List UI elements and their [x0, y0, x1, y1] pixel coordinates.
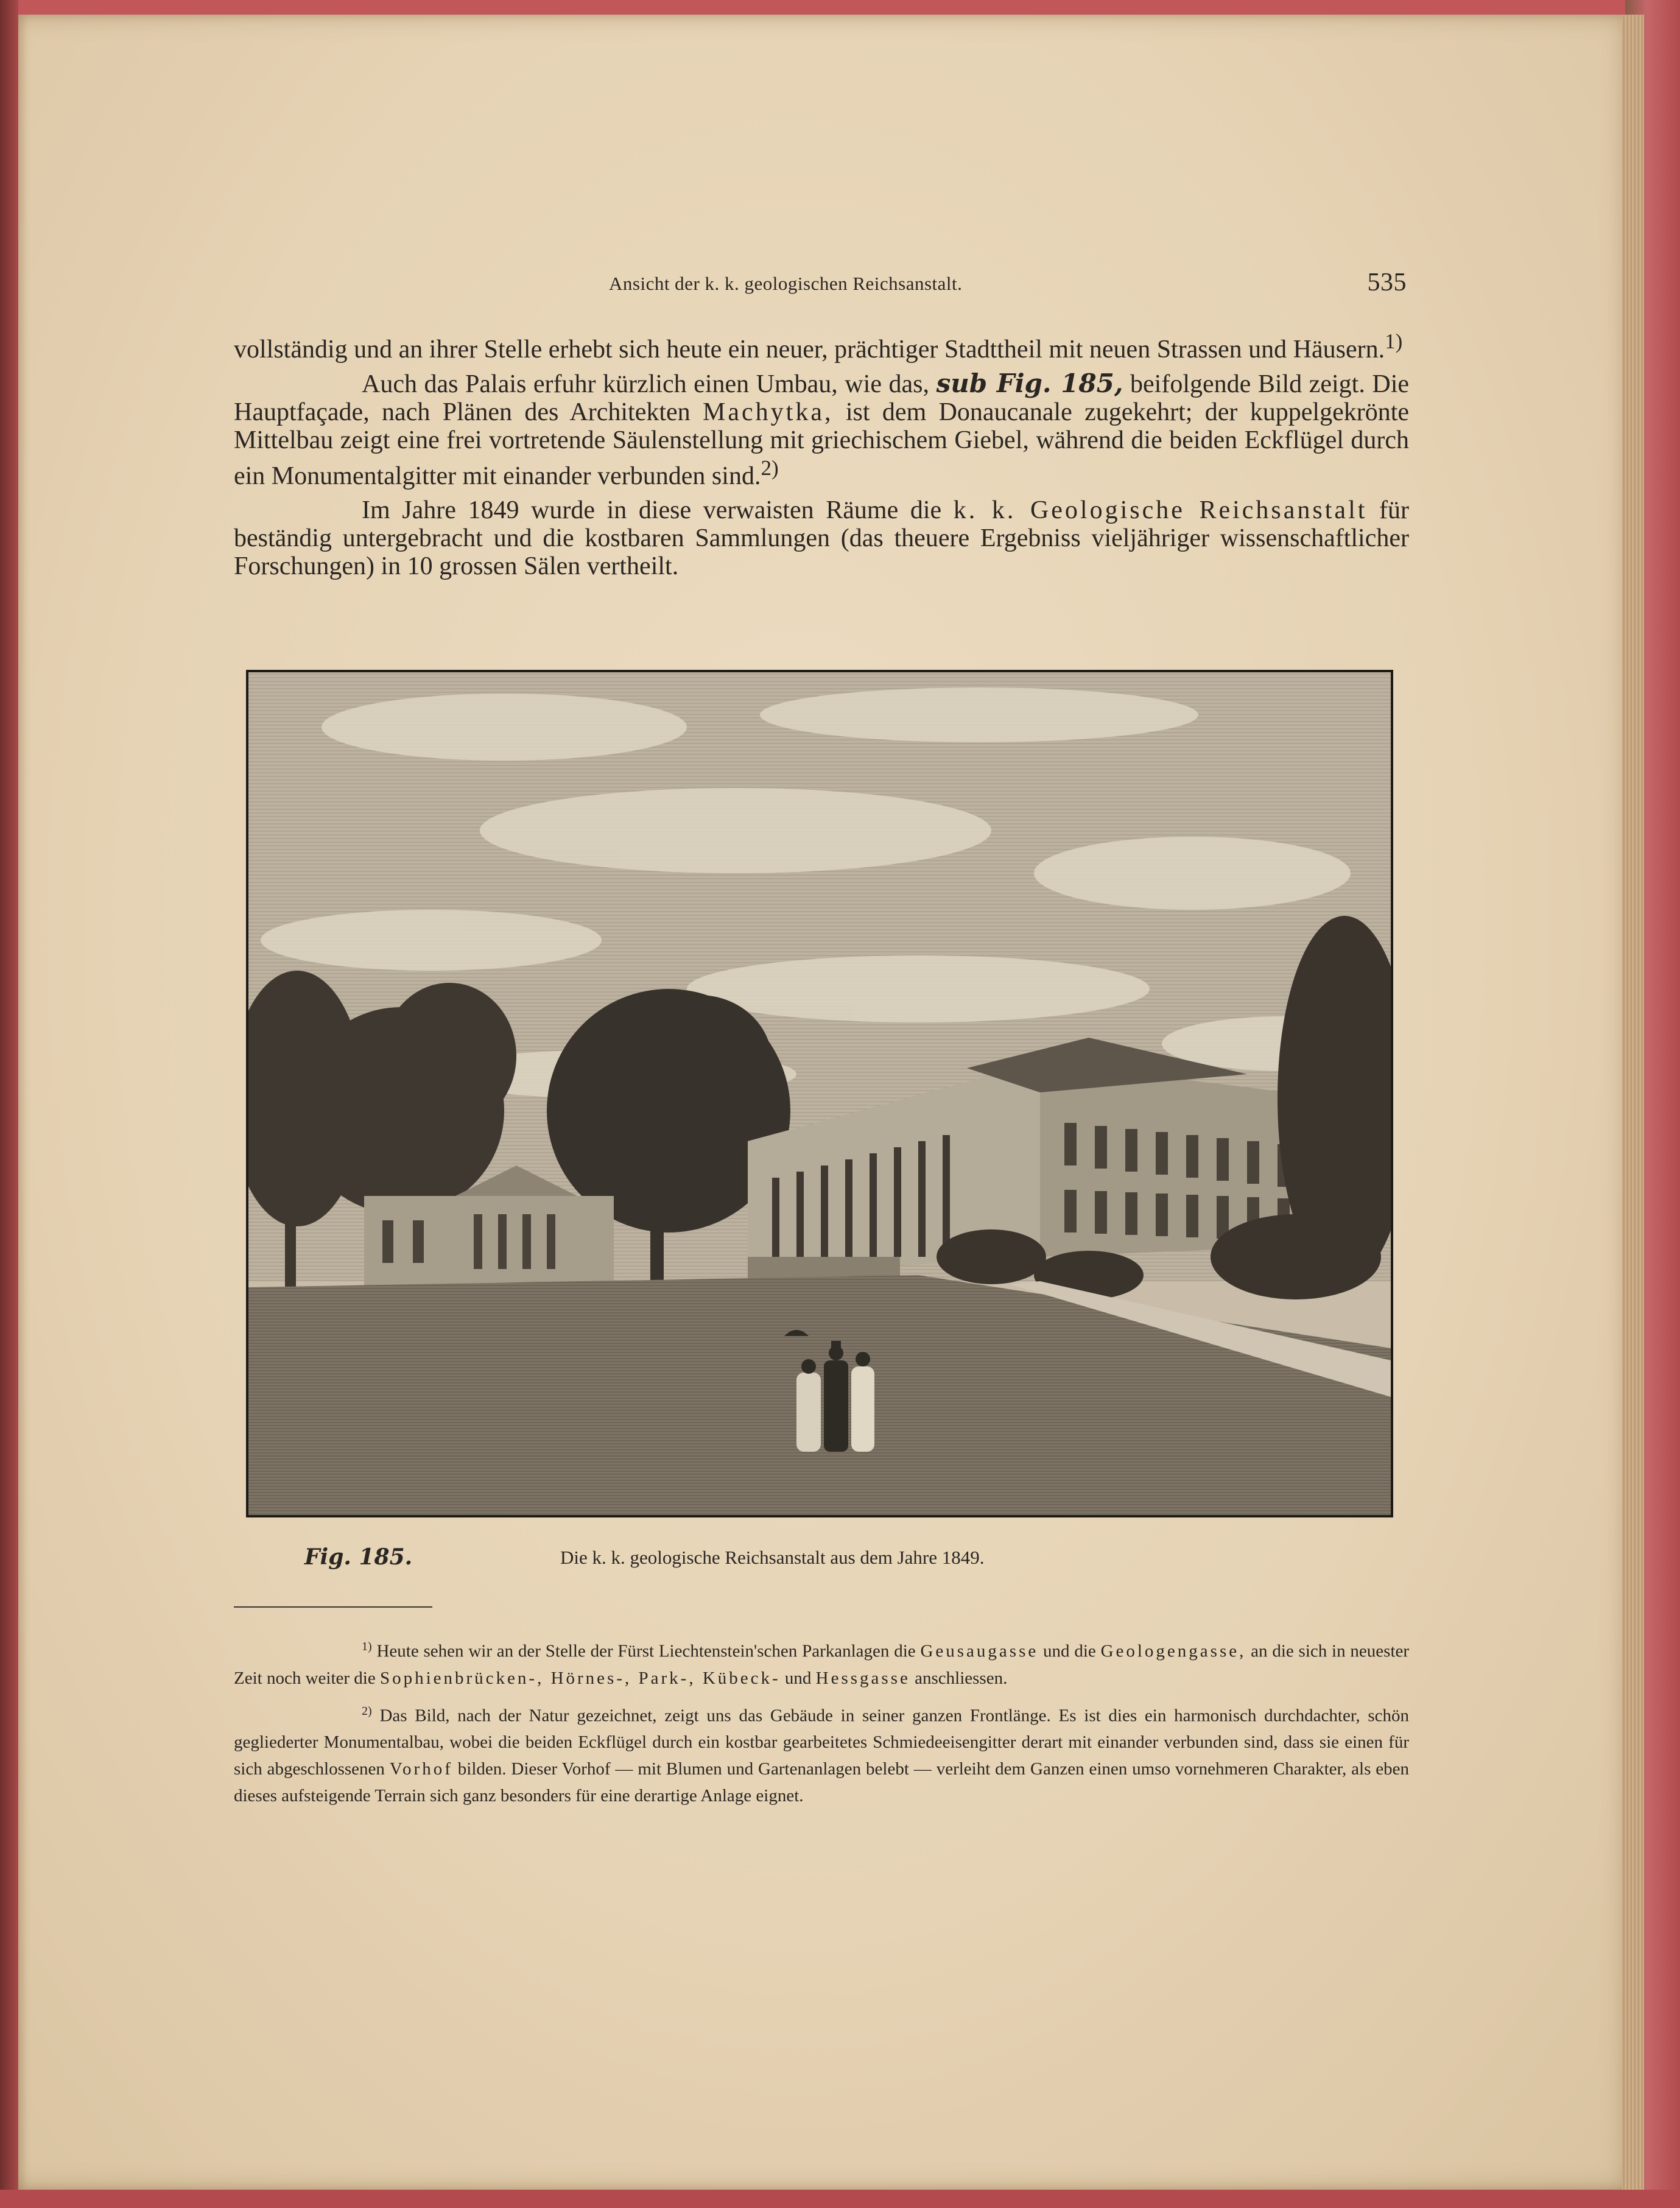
- footnote-1-part-c: an die sich in neuester Zeit noch weiter die: [234, 1641, 1410, 1688]
- page-number: 535: [1367, 269, 1407, 297]
- figure-reference: sub Fig. 185,: [936, 368, 1123, 398]
- paragraph-2-part-c: ist dem Donaucanale zugekehrt; der kuppelgekrönte Mittelbau zeigt eine frei vortretende Säulenstellung mit griechischem Giebel, während die beiden Eckflügel durch ein Monumentalgitter mit einander verbunden sind.: [234, 398, 1410, 490]
- paragraph-3-part-a: Im Jahre 1849 wurde in diese verwaisten Räume die: [362, 496, 942, 524]
- footnote-2-part-a: Das Bild, nach der Natur gezeichnet, zeigt uns das Gebäude in seiner ganzen Frontlänge. Es ist dies ein harmonisch durchdachter, schön gegliederter Monumentalbau, wobei die beiden Eckflügel durch ein kostbar gearbeitetes Schmiedeeisengitter derart mit einander verbunden sind, dass sie einen für sich abgeschlossenen: [234, 1706, 1409, 1779]
- engraving-plate: [246, 670, 1393, 1517]
- footnote-1-part-e: anschliessen.: [915, 1668, 1008, 1688]
- paragraph-3-part-b: für beständig untergebracht und die kostbaren Sammlungen (das theuere Ergebniss vieljähriger wissenschaftlicher Forschungen) in 10 grossen Sälen vertheilt.: [234, 496, 1409, 580]
- street-geologengasse: Geologengasse,: [1100, 1641, 1246, 1661]
- footnote-rule: [234, 1606, 432, 1608]
- running-title: Ansicht der k. k. geologischen Reichsanstalt.: [609, 273, 963, 294]
- street-hessgasse: Hessgasse: [815, 1668, 910, 1688]
- running-header: [591, 268, 1407, 304]
- paragraph-2-part-a: Auch das Palais erfuhr kürzlich einen Umbau, wie das,: [362, 370, 930, 398]
- footnote-1-marker: 1): [362, 1640, 372, 1653]
- binding-bottom-edge: [0, 2190, 1680, 2208]
- engraving-illustration: [248, 672, 1391, 1515]
- footnotes: [234, 1633, 1409, 1815]
- figure-label: Fig. 185.: [304, 1544, 413, 1570]
- paragraph-1-text: vollständig und an ihrer Stelle erhebt sich heute ein neuer, prächtiger Stadttheil mit neuen Strassen und Häusern.: [234, 336, 1385, 364]
- body-text: [234, 328, 1409, 586]
- architect-name: Machytka,: [703, 398, 834, 426]
- page-stack-edge: [1622, 15, 1644, 2190]
- footnote-ref-1: 1): [1385, 329, 1403, 353]
- paragraph-2-part-b: beifolgende Bild zeigt. Die Hauptfaçade, nach Plänen des Architekten: [234, 370, 1410, 426]
- figure-caption: [304, 1544, 1401, 1575]
- footnote-1-part-d: und: [784, 1668, 812, 1688]
- binding-left-edge: [0, 0, 18, 2208]
- footnote-1-part-a: Heute sehen wir an der Stelle der Fürst Liechtenstein'schen Parkanlagen die: [376, 1641, 916, 1661]
- street-list: Sophienbrücken-, Hörnes-, Park-, Kübeck-: [379, 1668, 781, 1688]
- binding-top-edge: [0, 0, 1680, 16]
- footnote-ref-2: 2): [761, 456, 779, 480]
- vorhof-term: Vorhof: [389, 1759, 453, 1779]
- footnote-2: [234, 1698, 1409, 1810]
- figure-caption-text: Die k. k. geologische Reichsanstalt aus dem Jahre 1849.: [560, 1547, 985, 1568]
- paragraph-2: [234, 370, 1409, 490]
- paragraph-3: [234, 496, 1409, 580]
- street-geusaugasse: Geusaugasse: [920, 1641, 1039, 1661]
- footnote-2-part-b: bilden. Dieser Vorhof — mit Blumen und Gartenanlagen belebt — verleiht dem Ganzen einen umso vornehmeren Charakter, als eben dieses aufsteigende Terrain sich ganz besonders für eine derartige Anlage eignet.: [234, 1759, 1410, 1806]
- footnote-2-marker: 2): [362, 1704, 372, 1718]
- institution-name: k. k. Geologische Reichsanstalt: [953, 496, 1368, 524]
- footnote-1: [234, 1633, 1409, 1692]
- paragraph-1: [234, 328, 1409, 364]
- footnote-1-part-b: und die: [1043, 1641, 1096, 1661]
